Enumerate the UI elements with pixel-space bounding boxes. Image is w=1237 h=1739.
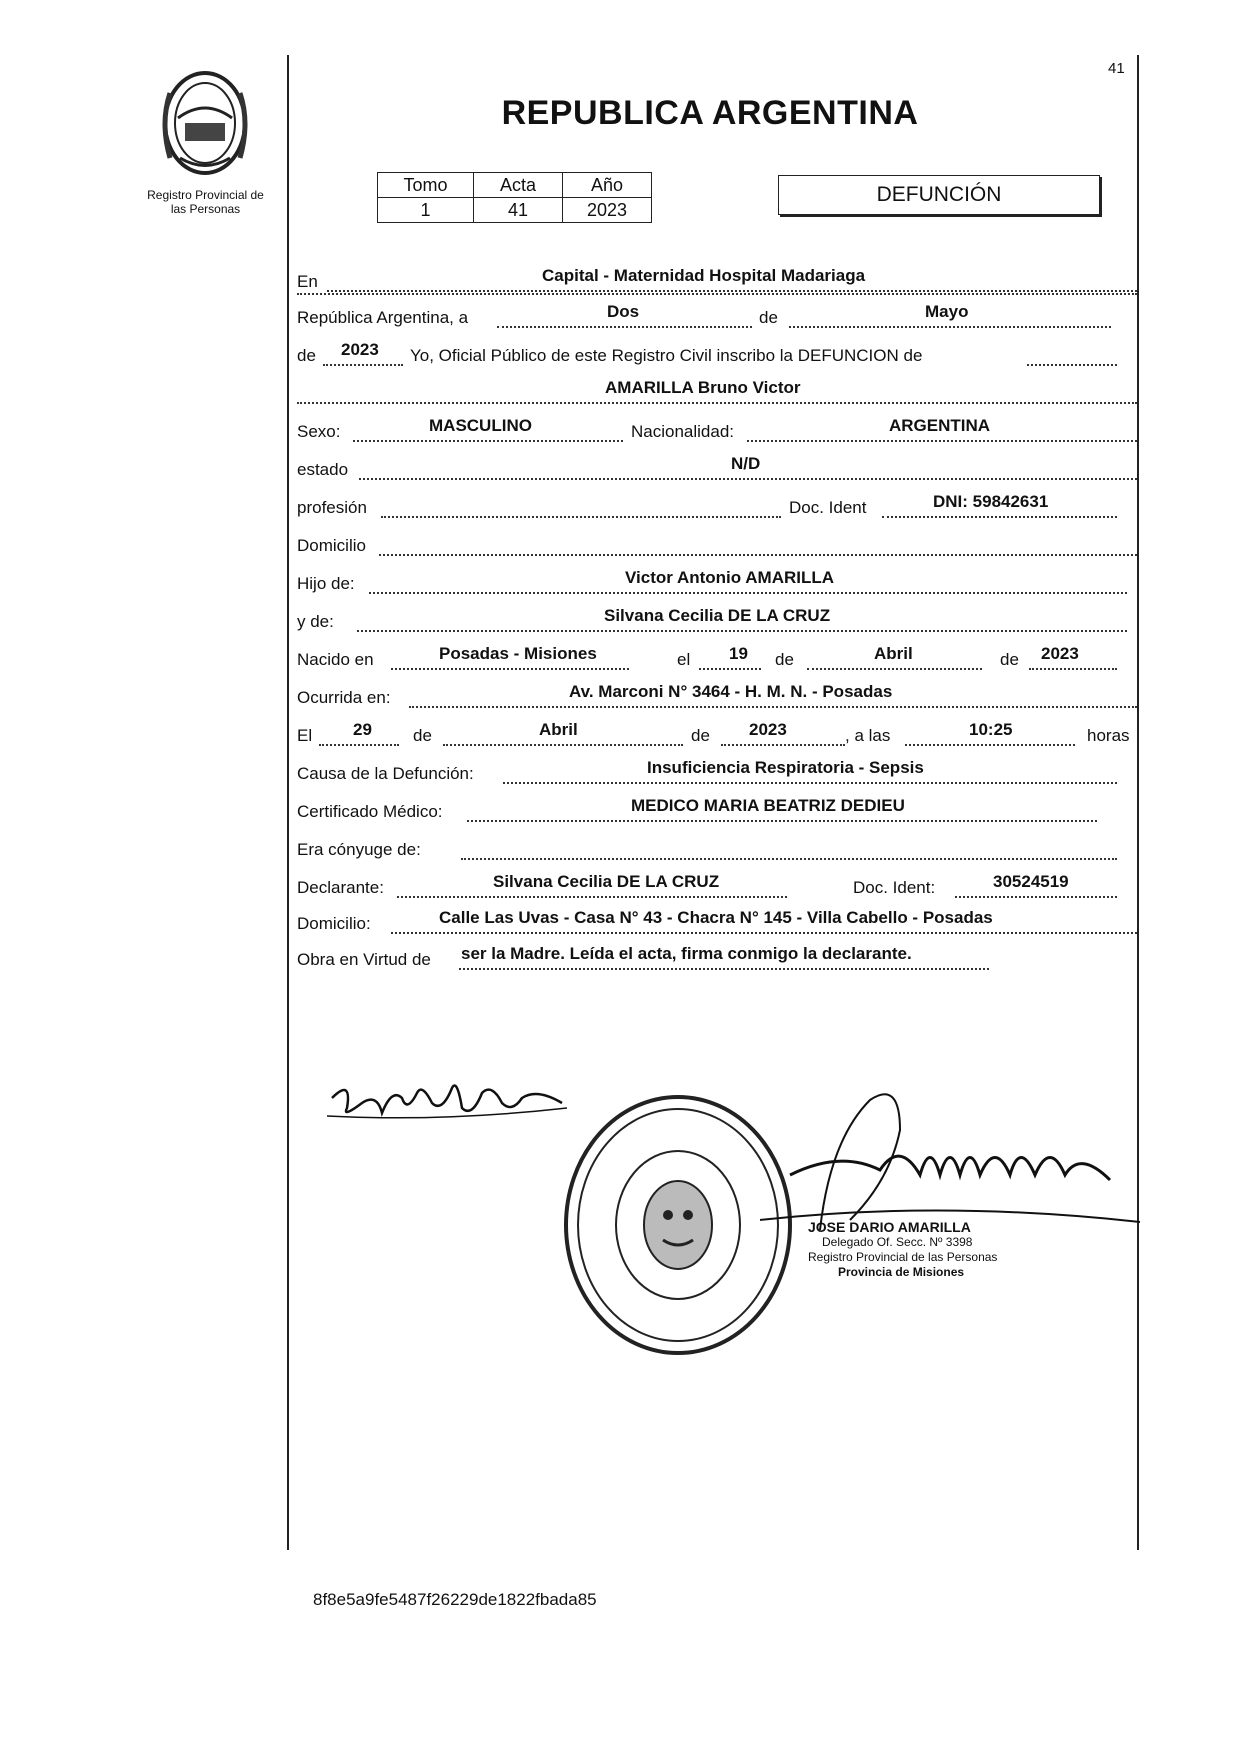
- label-el: el: [677, 650, 691, 669]
- value-nac-anio: 2023: [1041, 644, 1079, 663]
- row-domicilio: [297, 530, 1137, 560]
- value-decl-domicilio: Calle Las Uvas - Casa N° 43 - Chacra N° 145 - Villa Cabello - Posadas: [439, 908, 993, 927]
- label-nacionalidad: Nacionalidad:: [631, 422, 735, 441]
- label-conyuge: Era cónyuge de:: [297, 840, 421, 859]
- acta-header: Acta: [474, 173, 563, 198]
- anio-header: Año: [563, 173, 652, 198]
- dotted-line: [1027, 340, 1117, 366]
- dotted-line: [379, 530, 1137, 556]
- value-anio: 2023: [341, 340, 379, 359]
- value-fall-hora: 10:25: [969, 720, 1013, 739]
- label-fall-de: de: [413, 726, 432, 745]
- officer-name: JOSE DARIO AMARILLA: [808, 1219, 971, 1235]
- value-causa: Insuficiencia Respiratoria - Sepsis: [647, 758, 924, 777]
- row-fecha: [297, 302, 1117, 332]
- row-yde: [297, 606, 1127, 636]
- page-number: 41: [1108, 60, 1125, 77]
- label-decl-domicilio: Domicilio:: [297, 914, 371, 933]
- document-type-box: DEFUNCIÓN: [778, 175, 1100, 215]
- label-nacido: Nacido en: [297, 650, 374, 669]
- dotted-line: [461, 834, 1117, 860]
- officer-line2: Registro Provincial de las Personas: [808, 1250, 998, 1264]
- label-oficial: Yo, Oficial Público de este Registro Civil inscribo la DEFUNCION de: [410, 346, 923, 365]
- row-certificado: [297, 796, 1097, 826]
- label-horas: horas: [1087, 726, 1130, 745]
- value-nac-dia: 19: [729, 644, 748, 663]
- row-nombre: [297, 378, 1137, 408]
- label-doc: Doc. Ident: [789, 498, 867, 517]
- registry-table: [377, 172, 652, 223]
- document-hash: 8f8e5a9fe5487f26229de1822fbada85: [313, 1590, 597, 1609]
- value-dia: Dos: [607, 302, 640, 321]
- label-alas: , a las: [845, 726, 891, 745]
- officer-line1: Delegado Of. Secc. Nº 3398: [822, 1235, 973, 1249]
- label-obra: Obra en Virtud de: [297, 950, 431, 969]
- value-yde: Silvana Cecilia DE LA CRUZ: [604, 606, 831, 625]
- logo-caption: [118, 188, 293, 216]
- label-nac-de2: de: [1000, 650, 1019, 669]
- row-declarante: [297, 872, 1117, 902]
- value-certificado: MEDICO MARIA BEATRIZ DEDIEU: [631, 796, 905, 815]
- label-yde: y de:: [297, 612, 334, 631]
- label-certificado: Certificado Médico:: [297, 802, 443, 821]
- value-fall-dia: 29: [353, 720, 372, 739]
- label-decl-doc: Doc. Ident:: [853, 878, 936, 897]
- value-nacido: Posadas - Misiones: [439, 644, 597, 663]
- row-lugar: [297, 266, 1137, 296]
- row-oficial: [297, 340, 1117, 370]
- value-declarante: Silvana Cecilia DE LA CRUZ: [493, 872, 720, 891]
- row-sexo: [297, 416, 1137, 446]
- dotted-line: [381, 492, 781, 518]
- row-conyuge: [297, 834, 1117, 864]
- row-ocurrida: [297, 682, 1137, 712]
- document-title: REPUBLICA ARGENTINA: [501, 94, 919, 132]
- value-ocurrida: Av. Marconi N° 3464 - H. M. N. - Posadas: [569, 682, 893, 701]
- label-fecha: República Argentina, a: [297, 308, 469, 327]
- tomo-header: Tomo: [378, 173, 474, 198]
- row-obra: [297, 944, 1137, 974]
- row-hijo: [297, 568, 1127, 598]
- value-nombre: AMARILLA Bruno Victor: [605, 378, 801, 397]
- registry-table-value-row: [378, 198, 652, 223]
- label-fall-de2: de: [691, 726, 710, 745]
- label-domicilio: Domicilio: [297, 536, 366, 555]
- value-decl-doc: 30524519: [993, 872, 1069, 891]
- value-fall-mes: Abril: [539, 720, 578, 739]
- row-fecha-fallecimiento: [297, 720, 1137, 750]
- row-nacido: [297, 644, 1117, 674]
- officer-signature: [760, 1080, 1140, 1240]
- label-nac-de: de: [775, 650, 794, 669]
- tomo-value: 1: [378, 198, 474, 223]
- left-margin-line: [287, 55, 289, 1550]
- value-sexo: MASCULINO: [429, 416, 532, 435]
- value-hijo: Victor Antonio AMARILLA: [625, 568, 835, 587]
- officer-info: [808, 1220, 1048, 1280]
- label-hijo: Hijo de:: [297, 574, 355, 593]
- value-lugar: Capital - Maternidad Hospital Madariaga: [542, 266, 866, 285]
- row-separator: [297, 293, 1137, 295]
- row-causa: [297, 758, 1117, 788]
- value-nac-mes: Abril: [874, 644, 913, 663]
- right-margin-line: [1137, 55, 1139, 1550]
- value-obra: ser la Madre. Leída el acta, firma conmigo la declarante.: [461, 944, 912, 963]
- label-de2: de: [297, 346, 316, 365]
- label-declarante: Declarante:: [297, 878, 384, 897]
- logo-caption-line2: las Personas: [170, 202, 241, 216]
- value-estado: N/D: [731, 454, 761, 473]
- value-nacionalidad: ARGENTINA: [889, 416, 991, 435]
- declarant-signature: [322, 1058, 582, 1128]
- acta-value: 41: [474, 198, 563, 223]
- label-de: de: [759, 308, 778, 327]
- row-profesion: [297, 492, 1117, 522]
- row-estado: [297, 454, 1137, 484]
- officer-line3: Provincia de Misiones: [838, 1265, 965, 1279]
- label-ocurrida: Ocurrida en:: [297, 688, 391, 707]
- registry-table-header-row: [378, 173, 652, 198]
- logo-caption-line1: Registro Provincial de: [147, 188, 264, 202]
- label-profesion: profesión: [297, 498, 367, 517]
- label-estado: estado: [297, 460, 349, 479]
- anio-value: 2023: [563, 198, 652, 223]
- value-mes: Mayo: [925, 302, 969, 321]
- province-seal-logo: [150, 68, 260, 178]
- label-el2: El: [297, 726, 313, 745]
- label-sexo: Sexo:: [297, 422, 341, 441]
- value-doc: DNI: 59842631: [933, 492, 1049, 511]
- row-decl-domicilio: [297, 908, 1137, 938]
- value-fall-anio: 2023: [749, 720, 787, 739]
- label-causa: Causa de la Defunción:: [297, 764, 474, 783]
- label-en: En: [297, 272, 318, 291]
